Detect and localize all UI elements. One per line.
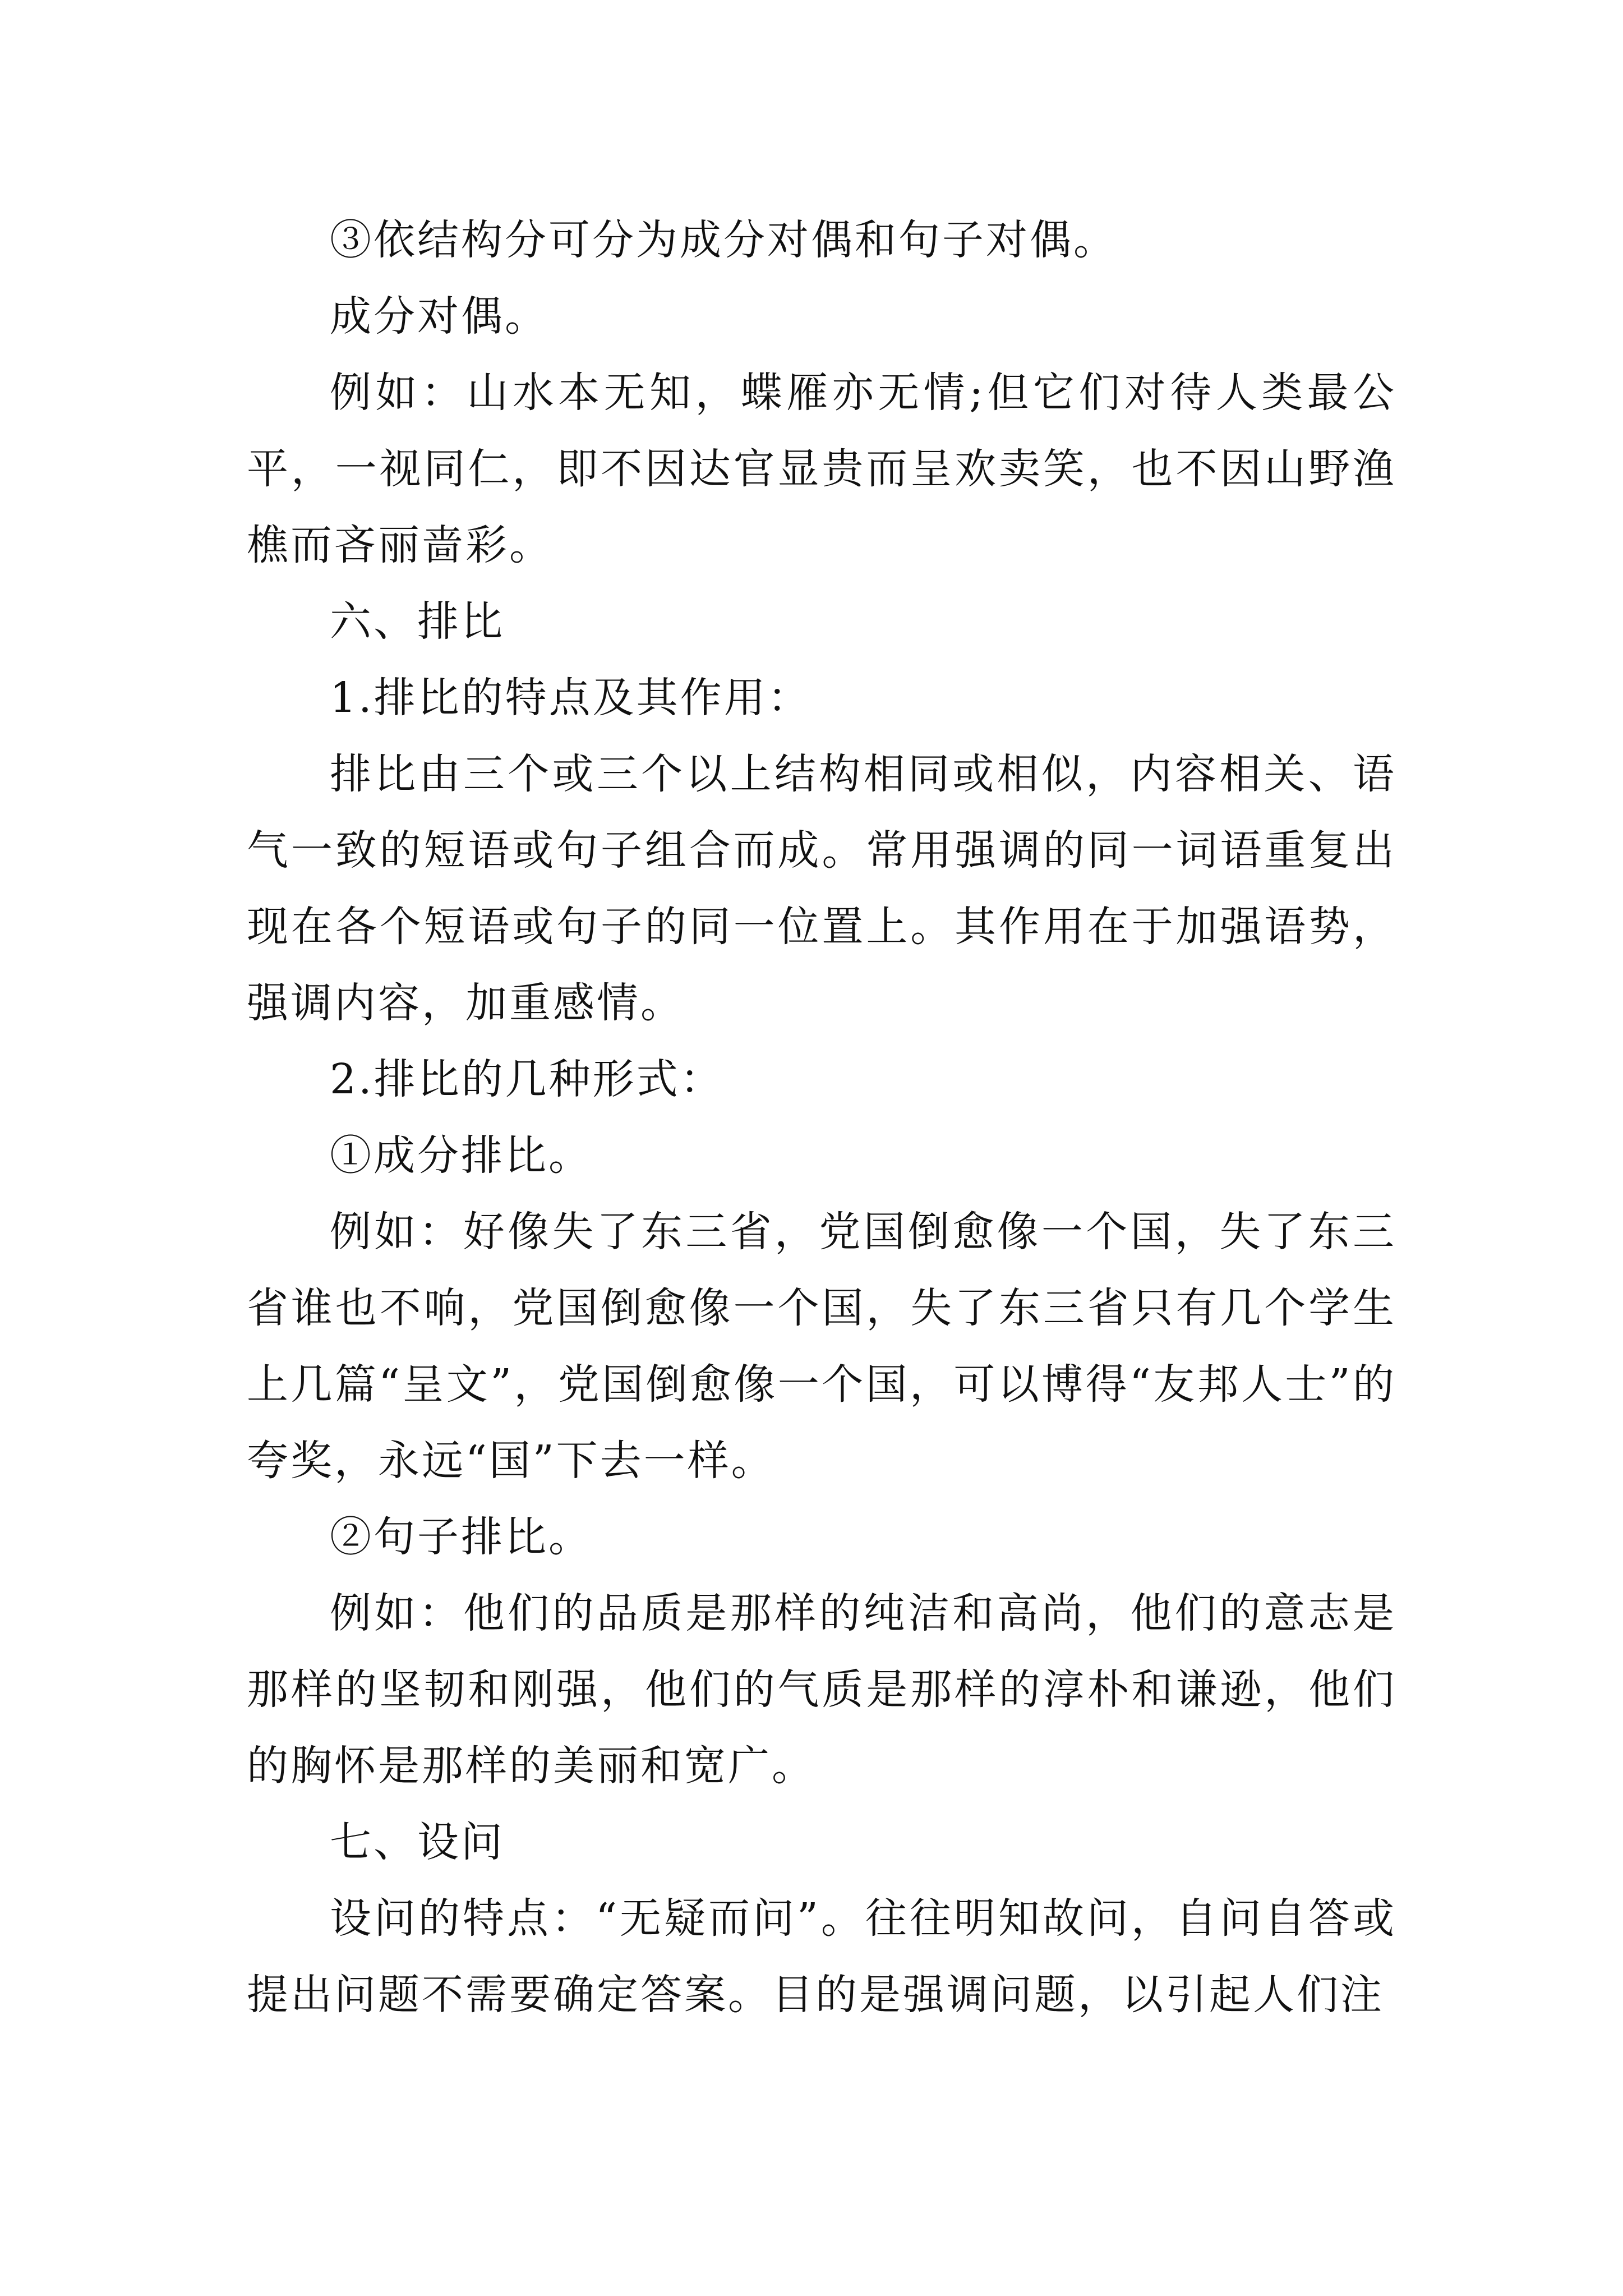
paragraph-antithesis-example: 例如：山水本无知，蝶雁亦无情;但它们对待人类最公平，一视同仁，即不因达官显贵而呈欢卖笑，也不因山野渔樵而吝丽啬彩。 bbox=[247, 369, 1396, 569]
section-heading-parallelism: 六、排比 bbox=[330, 597, 505, 646]
document-body bbox=[247, 202, 1396, 2033]
paragraph-structure-classification: ③依结构分可分为成分对偶和句子对偶。 bbox=[330, 216, 1117, 264]
paragraph-component-parallelism: ①成分排比。 bbox=[330, 1131, 592, 1180]
subheading-parallelism-features: 1.排比的特点及其作用： bbox=[330, 674, 811, 722]
section-heading-rhetorical-question: 七、设问 bbox=[330, 1818, 505, 1866]
paragraph-sentence-parallelism: ②句子排比。 bbox=[330, 1513, 592, 1561]
paragraph-parallelism-definition: 排比由三个或三个以上结构相同或相似，内容相关、语气一致的短语或句子组合而成。常用强调的同一词语重复出现在各个短语或句子的同一位置上。其作用在于加强语势，强调内容，加重感情。 bbox=[247, 750, 1396, 1027]
paragraph-sentence-parallelism-example: 例如：他们的品质是那样的纯洁和高尚，他们的意志是那样的坚韧和刚强，他们的气质是那样的淳朴和谦逊，他们的胸怀是那样的美丽和宽广。 bbox=[247, 1589, 1396, 1790]
subheading-parallelism-forms: 2.排比的几种形式： bbox=[330, 1055, 724, 1103]
paragraph-rhetorical-question-features: 设问的特点：“无疑而问”。往往明知故问，自问自答或提出问题不需要确定答案。目的是强调问题，以引起人们注 bbox=[247, 1894, 1396, 2019]
paragraph-component-parallelism-example: 例如：好像失了东三省，党国倒愈像一个国，失了东三省谁也不响，党国倒愈像一个国，失了东三省只有几个学生上几篇“呈文”，党国倒愈像一个国，可以博得“友邦人士”的夸奖，永远“国”下去一样。 bbox=[247, 1208, 1396, 1485]
paragraph-component-antithesis: 成分对偶。 bbox=[330, 292, 548, 341]
